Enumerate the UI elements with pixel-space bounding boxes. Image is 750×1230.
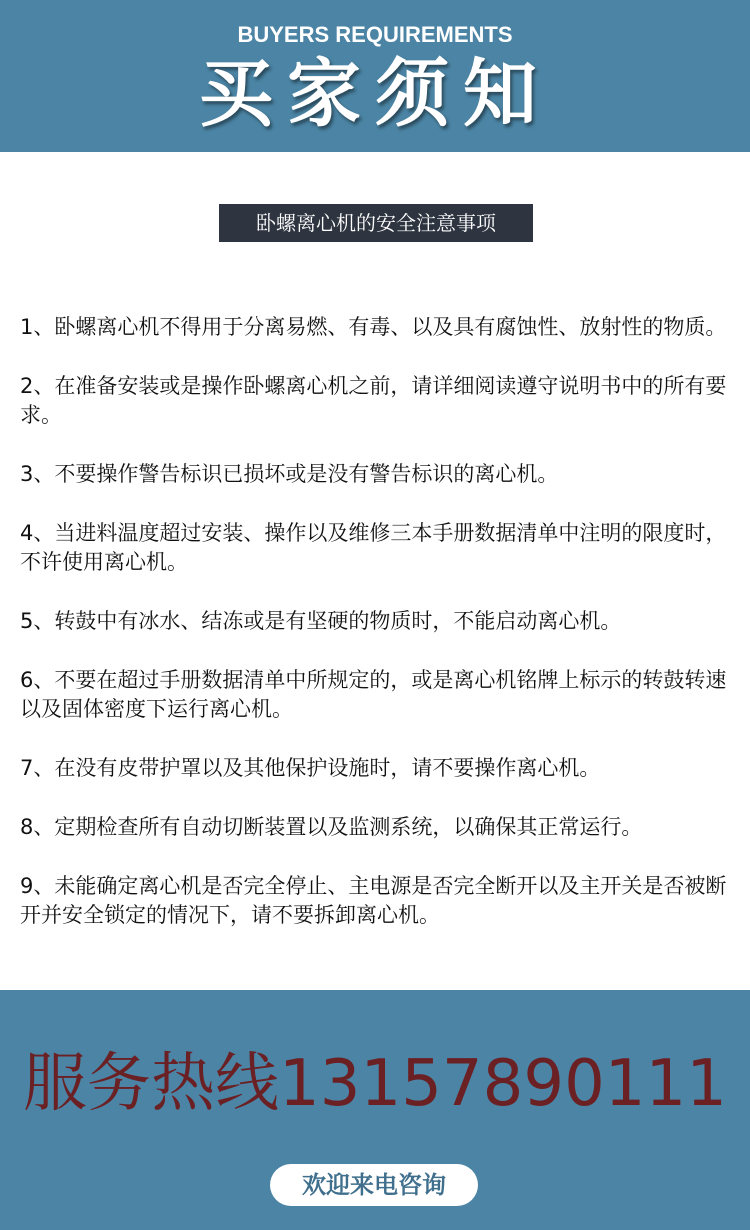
banner-english-title: BUYERS REQUIREMENTS bbox=[237, 22, 513, 47]
welcome-call-button[interactable]: 欢迎来电咨询 bbox=[270, 1164, 478, 1206]
notice-list bbox=[20, 313, 735, 960]
notice-item-1: 1、卧螺离心机不得用于分离易燃、有毒、以及具有腐蚀性、放射性的物质。 bbox=[20, 315, 727, 339]
notice-item-2: 2、在准备安装或是操作卧螺离心机之前，请详细阅读遵守说明书中的所有要求。 bbox=[20, 374, 727, 427]
notice-item-8: 8、定期检查所有自动切断装置以及监测系统，以确保其正常运行。 bbox=[20, 815, 643, 839]
top-banner bbox=[0, 0, 750, 152]
notice-item-9: 9、未能确定离心机是否完全停止、主电源是否完全断开以及主开关是否被断开并安全锁定的情况下，请不要拆卸离心机。 bbox=[20, 874, 727, 927]
notice-item-3: 3、不要操作警告标识已损坏或是没有警告标识的离心机。 bbox=[20, 462, 559, 486]
notice-item-4: 4、当进料温度超过安装、操作以及维修三本手册数据清单中注明的限度时，不许使用离心机。 bbox=[20, 521, 727, 574]
service-hotline: 服务热线13157890111 bbox=[23, 1047, 727, 1121]
section-title: 卧螺离心机的安全注意事项 bbox=[219, 204, 533, 242]
banner-chinese-title: 买家须知 bbox=[199, 51, 551, 137]
notice-item-5: 5、转鼓中有冰水、结冻或是有坚硬的物质时，不能启动离心机。 bbox=[20, 609, 622, 633]
notice-item-6: 6、不要在超过手册数据清单中所规定的，或是离心机铭牌上标示的转鼓转速以及固体密度下运行离心机。 bbox=[20, 668, 727, 721]
notice-item-7: 7、在没有皮带护罩以及其他保护设施时，请不要操作离心机。 bbox=[20, 756, 601, 780]
